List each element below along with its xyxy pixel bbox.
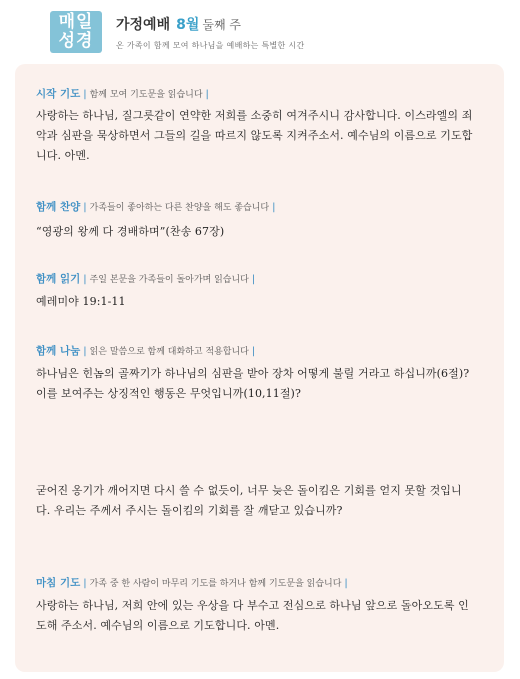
section-opening-prayer-header: 시작 기도 | 함께 모여 기도문을 읽습니다 | (36, 88, 209, 100)
section-desc: 가족들이 좋아하는 다른 찬양을 해도 좋습니다 (89, 203, 270, 213)
paragraph: 사랑하는 하나님, 질그릇같이 연약한 저희를 소중히 여겨주시니 감사합니다. 이스라엘의 죄악과 심판을 묵상하면서 그들의 길을 따르지 않도록 지켜주소서. 예수님의 이름으로 기도합니다. 아멘. (36, 109, 473, 162)
paragraph: 예레미야 19:1-11 (36, 295, 126, 308)
section-desc: 읽은 말씀으로 함께 대화하고 적용합니다 (89, 347, 249, 357)
header (0, 0, 520, 64)
title-week: 둘째 주 (202, 18, 241, 32)
section-name: 함께 나눔 (36, 345, 81, 357)
section-name: 마침 기도 (36, 577, 81, 589)
logo-line-1: 매일 (58, 12, 94, 32)
section-closing-prayer-text (36, 596, 476, 636)
logo-line-2: 성경 (58, 31, 94, 51)
page-subtitle: 온 가족이 함께 모여 하나님을 예배하는 특별한 시간 (116, 41, 305, 50)
title-text: 가정예배 (116, 17, 171, 33)
logo (50, 11, 102, 53)
section-sharing-header: 함께 나눔 | 읽은 말씀으로 함께 대화하고 적용합니다 | (36, 345, 256, 357)
paragraph: “영광의 왕께 다 경배하며”(찬송 67장) (36, 225, 225, 238)
section-closing-prayer-header: 마침 기도 | 가족 중 한 사람이 마무리 기도를 하거나 함께 기도문을 읽습니다 | (36, 577, 348, 589)
paragraph: 사랑하는 하나님, 저희 안에 있는 우상을 다 부수고 전심으로 하나님 앞으로 돌아오도록 인도해 주소서. 예수님의 이름으로 기도합니다. 아멘. (36, 599, 469, 632)
section-sharing-reflection (36, 481, 476, 521)
paragraph: 굳어진 옹기가 깨어지면 다시 쓸 수 없듯이, 너무 늦은 돌이킴은 기회를 얻지 못할 것입니다. 우리는 주께서 주시는 돌이킴의 기회를 잘 깨닫고 있습니까? (36, 484, 462, 517)
section-desc: 주일 본문을 가족들이 돌아가며 읽습니다 (89, 275, 249, 285)
section-sharing-question (36, 364, 476, 404)
paragraph: 하나님은 힌놈의 골짜기가 하나님의 심판을 받아 장차 어떻게 불릴 거라고 하십니까(6절)? 이를 보여주는 상징적인 행동은 무엇입니까(10,11절)? (36, 367, 470, 400)
section-name: 함께 읽기 (36, 273, 81, 285)
section-reading-header: 함께 읽기 | 주일 본문을 가족들이 돌아가며 읽습니다 | (36, 273, 256, 285)
page-title (116, 14, 241, 34)
title-month: 8월 (176, 17, 200, 33)
section-praise-text (36, 222, 476, 242)
section-praise-header: 함께 찬양 | 가족들이 좋아하는 다른 찬양을 해도 좋습니다 | (36, 201, 276, 213)
section-reading-text (36, 292, 476, 312)
section-name: 함께 찬양 (36, 201, 81, 213)
section-opening-prayer-text (36, 106, 476, 166)
section-desc: 가족 중 한 사람이 마무리 기도를 하거나 함께 기도문을 읽습니다 (89, 579, 342, 589)
section-name: 시작 기도 (36, 88, 81, 100)
section-desc: 함께 모여 기도문을 읽습니다 (89, 90, 203, 100)
